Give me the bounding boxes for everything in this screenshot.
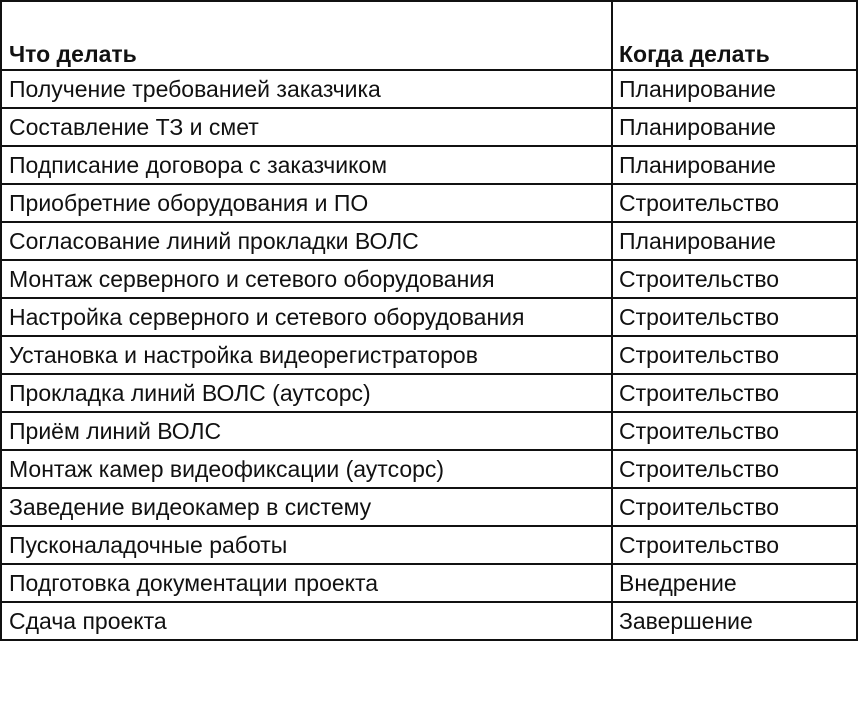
- phase-cell: Планирование: [612, 70, 857, 108]
- column-header-when: Когда делать: [612, 0, 857, 70]
- phase-cell: Строительство: [612, 488, 857, 526]
- phase-cell: Планирование: [612, 108, 857, 146]
- table-row: [1, 222, 857, 260]
- task-cell: Подписание договора с заказчиком: [1, 146, 612, 184]
- task-cell: Приём линий ВОЛС: [1, 412, 612, 450]
- phase-cell: Строительство: [612, 336, 857, 374]
- task-cell: Составление ТЗ и смет: [1, 108, 612, 146]
- task-cell: Настройка серверного и сетевого оборудования: [1, 298, 612, 336]
- table-header-row: [1, 0, 857, 70]
- task-cell: Установка и настройка видеорегистраторов: [1, 336, 612, 374]
- table-row: [1, 526, 857, 564]
- table-row: [1, 450, 857, 488]
- task-cell: Приобретние оборудования и ПО: [1, 184, 612, 222]
- phase-cell: Планирование: [612, 222, 857, 260]
- table-row: [1, 184, 857, 222]
- task-cell: Сдача проекта: [1, 602, 612, 640]
- table-row: [1, 70, 857, 108]
- table-row: [1, 298, 857, 336]
- table-row: [1, 146, 857, 184]
- task-cell: Монтаж камер видеофиксации (аутсорс): [1, 450, 612, 488]
- phase-cell: Строительство: [612, 298, 857, 336]
- task-cell: Прокладка линий ВОЛС (аутсорс): [1, 374, 612, 412]
- task-cell: Заведение видеокамер в систему: [1, 488, 612, 526]
- phase-cell: Планирование: [612, 146, 857, 184]
- phase-cell: Строительство: [612, 374, 857, 412]
- task-cell: Пусконаладочные работы: [1, 526, 612, 564]
- table-row: [1, 564, 857, 602]
- phase-cell: Строительство: [612, 450, 857, 488]
- table-row: [1, 260, 857, 298]
- task-cell: Монтаж серверного и сетевого оборудования: [1, 260, 612, 298]
- table-row: [1, 108, 857, 146]
- phase-cell: Строительство: [612, 260, 857, 298]
- phase-cell: Строительство: [612, 184, 857, 222]
- table-row: [1, 412, 857, 450]
- task-cell: Подготовка документации проекта: [1, 564, 612, 602]
- phase-cell: Завершение: [612, 602, 857, 640]
- table-row: [1, 602, 857, 640]
- column-header-what: Что делать: [1, 0, 612, 70]
- table-row: [1, 336, 857, 374]
- phase-cell: Внедрение: [612, 564, 857, 602]
- table-row: [1, 374, 857, 412]
- phase-cell: Строительство: [612, 526, 857, 564]
- table-row: [1, 488, 857, 526]
- task-cell: Получение требованией заказчика: [1, 70, 612, 108]
- phase-cell: Строительство: [612, 412, 857, 450]
- task-cell: Согласование линий прокладки ВОЛС: [1, 222, 612, 260]
